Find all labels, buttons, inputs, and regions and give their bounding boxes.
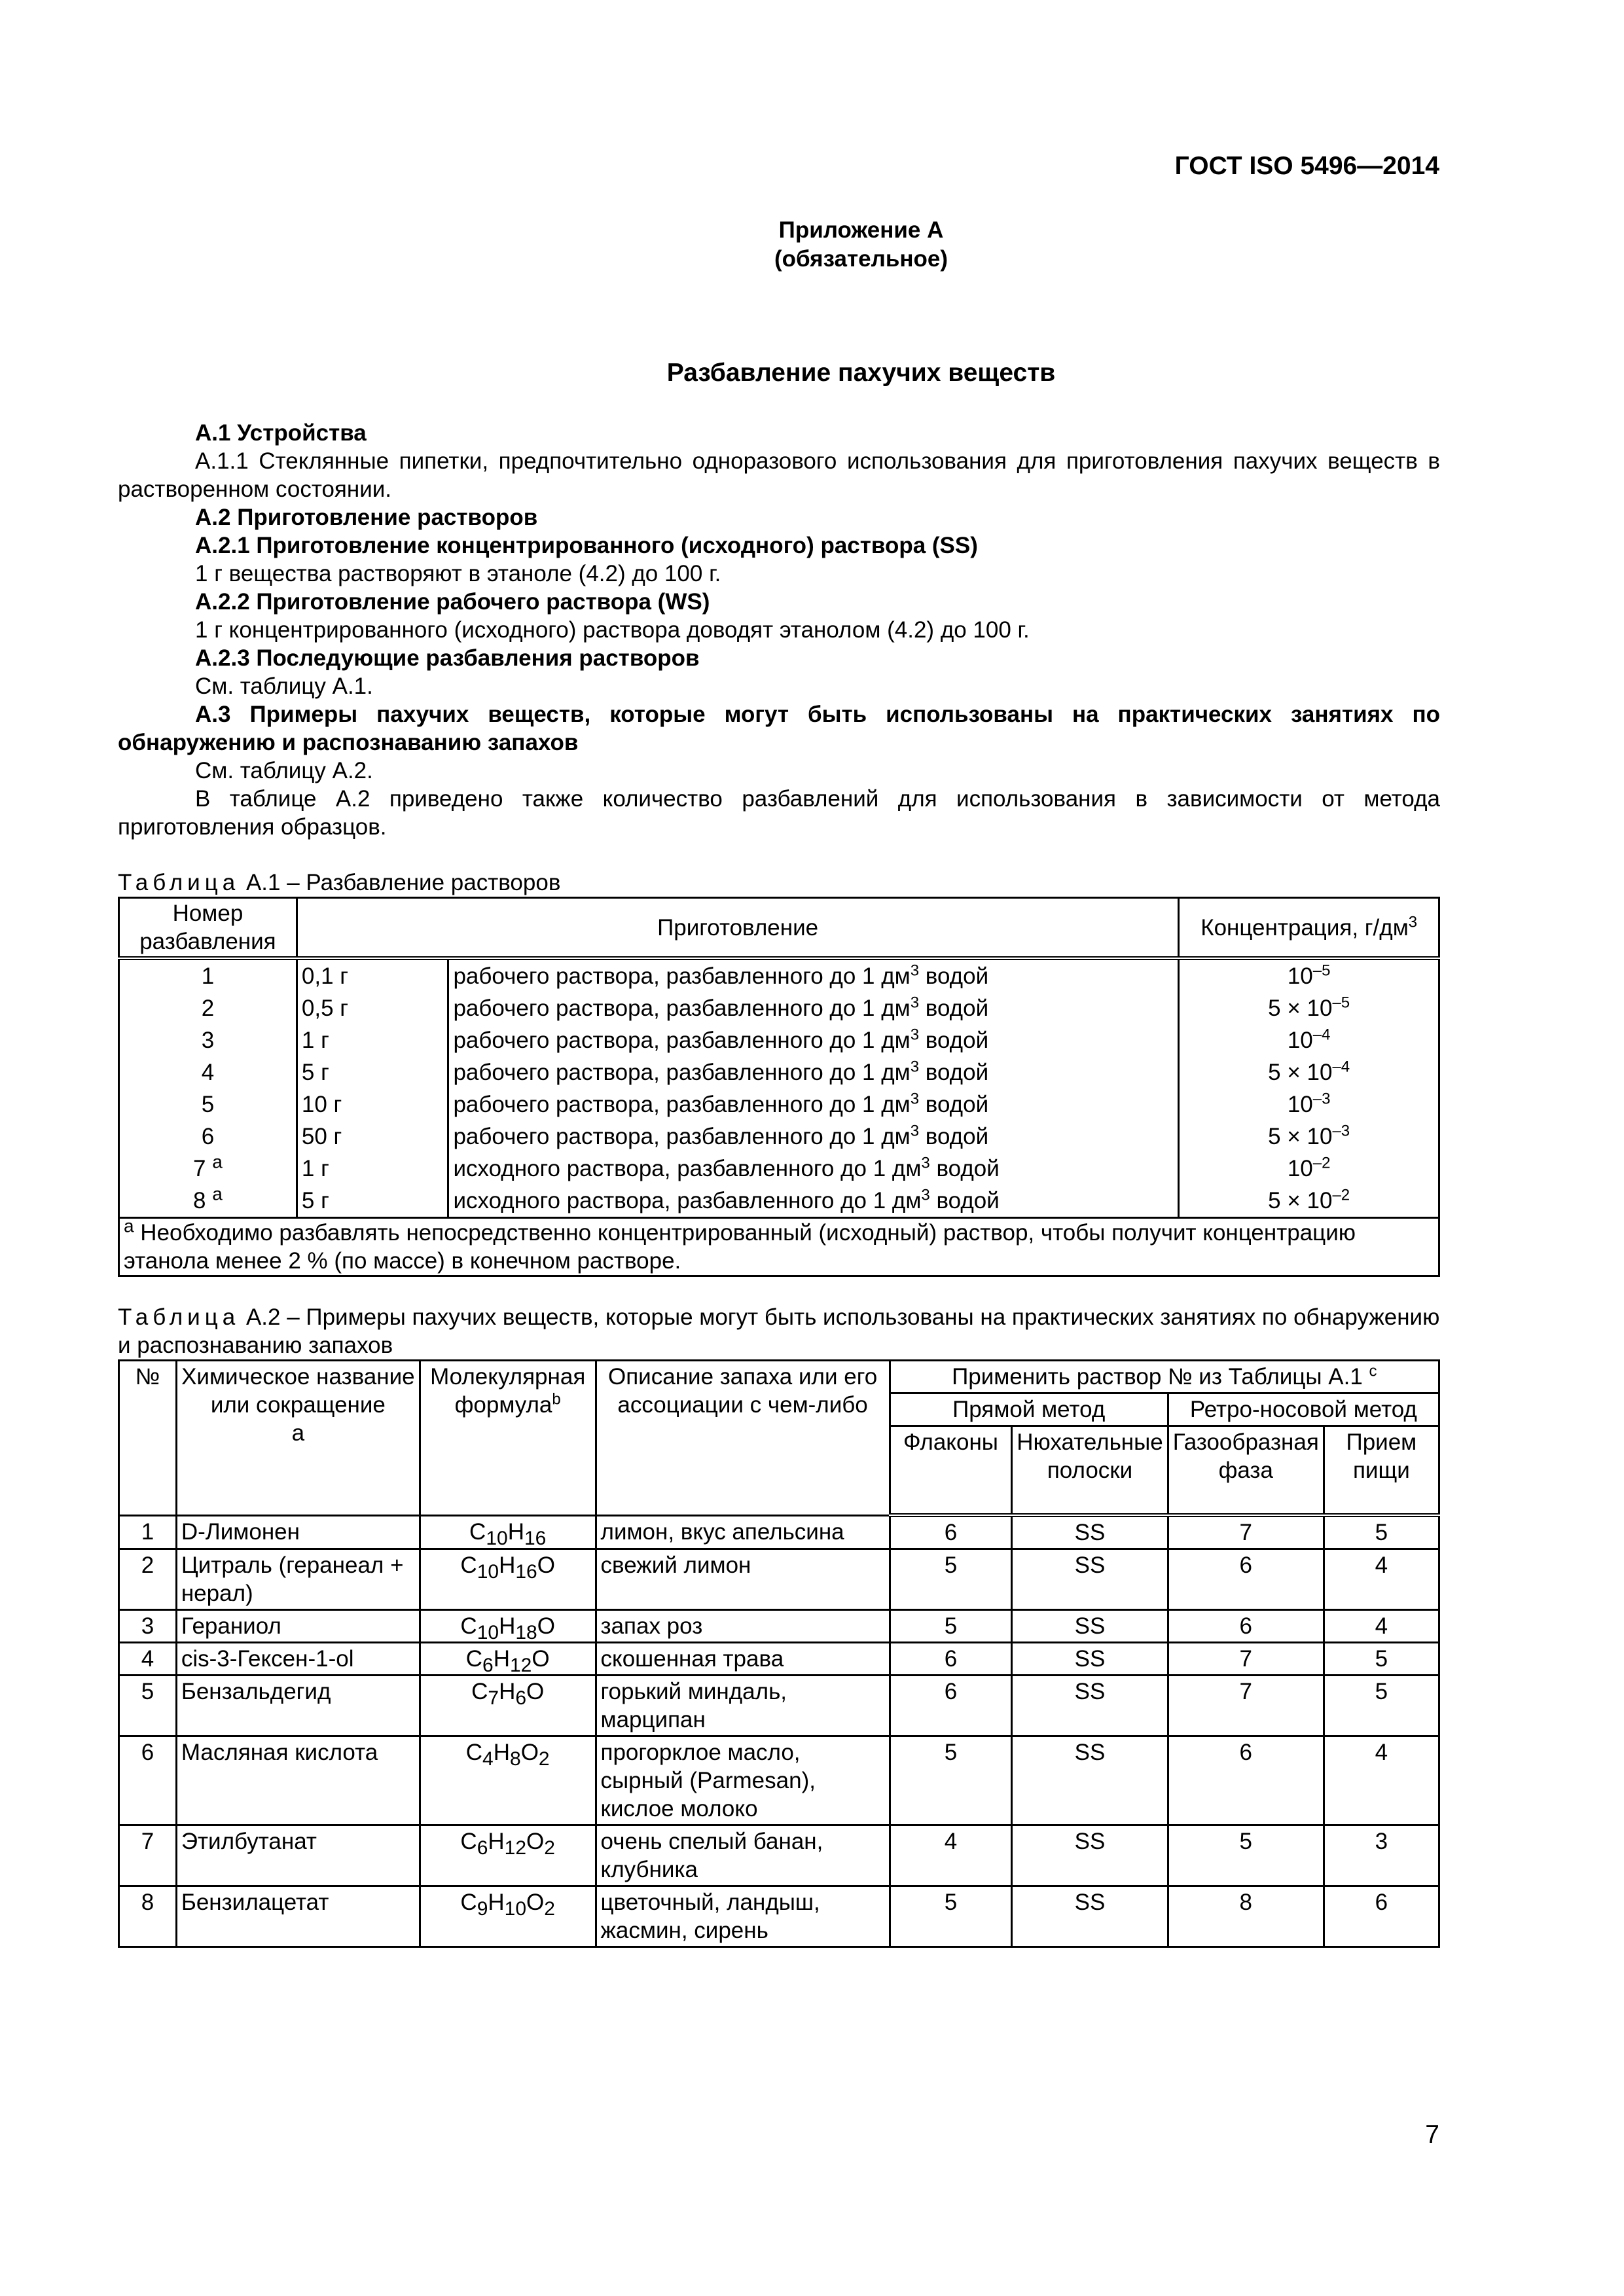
formula-subscript: 9	[477, 1898, 488, 1920]
concentration-exponent: –4	[1312, 1026, 1331, 1044]
table2-header-flasks: Флаконы	[890, 1426, 1012, 1516]
gas-phase-value: 7	[1168, 1515, 1324, 1549]
formula-element: C	[465, 1740, 483, 1765]
substance-number: 8	[119, 1886, 177, 1947]
formula-subscript: 8	[510, 1748, 521, 1770]
dilution-number	[119, 1024, 297, 1056]
substance-name: cis-3-Гексен-1-ol	[176, 1643, 420, 1676]
strips-value: SS	[1012, 1886, 1168, 1947]
substance-name: Бензальдегид	[176, 1676, 420, 1736]
table2-header-apply-mark: с	[1369, 1362, 1377, 1380]
formula-element: C	[465, 1646, 483, 1672]
substance-name: D-Лимонен	[176, 1515, 420, 1549]
odor-description: горький миндаль, марципан	[596, 1676, 890, 1736]
formula-subscript: 10	[504, 1898, 527, 1920]
formula-subscript: 16	[515, 1561, 537, 1583]
section-a23-heading: А.2.3 Последующие разбавления растворов	[195, 645, 700, 671]
table2-header-formula-mark: b	[552, 1390, 561, 1408]
table-row	[119, 1024, 1439, 1056]
concentration-base: 10	[1307, 1188, 1333, 1213]
dilution-number-value: 2	[201, 996, 215, 1021]
dilution-mass: 0,1 г	[297, 958, 448, 992]
gas-phase-value: 8	[1168, 1886, 1324, 1947]
formula-element: H	[493, 1646, 510, 1672]
formula-subscript: 6	[482, 1655, 494, 1676]
dilution-description-text: исходного раствора, разбавленного до 1 дм	[453, 1188, 922, 1213]
table1-header-preparation: Приготовление	[297, 898, 1178, 959]
formula-element: C	[460, 1552, 477, 1578]
flasks-value: 6	[890, 1676, 1012, 1736]
table1-footnote	[119, 1215, 1439, 1276]
dilution-number	[119, 1088, 297, 1121]
substance-formula	[420, 1676, 596, 1736]
strips-value: SS	[1012, 1825, 1168, 1886]
dilution-description-text: рабочего раствора, разбавленного до 1 дм	[453, 1092, 911, 1117]
table2-header-name	[176, 1361, 420, 1516]
table-row	[119, 1886, 1439, 1947]
dilution-description-text: рабочего раствора, разбавленного до 1 дм	[453, 1060, 911, 1085]
appendix-label: Приложение А	[778, 217, 944, 243]
dilution-description	[448, 1024, 1179, 1056]
dilution-number	[119, 992, 297, 1024]
concentration-exponent: –2	[1312, 1154, 1331, 1172]
dilution-mass: 1 г	[297, 1153, 448, 1185]
substance-number: 5	[119, 1676, 177, 1736]
dilution-description	[448, 958, 1179, 992]
concentration-exponent: –5	[1332, 994, 1350, 1012]
formula-subscript: 10	[477, 1561, 499, 1583]
table1-footnote-mark: а	[124, 1215, 134, 1236]
concentration-coefficient: 5 ×	[1268, 1188, 1307, 1213]
standard-designation: ГОСТ ISO 5496—2014	[1174, 152, 1439, 180]
formula-element: H	[488, 1829, 505, 1854]
table-row	[119, 992, 1439, 1024]
dilution-description-end: водой	[919, 996, 989, 1021]
dilution-description	[448, 1056, 1179, 1088]
section-a3-text2: В таблице А.2 приведено также количество разбавлений для использования в зависимости от метода приготовления образцов.	[118, 786, 1440, 840]
substance-name: Этилбутанат	[176, 1825, 420, 1886]
food-intake-value: 4	[1324, 1610, 1439, 1643]
concentration-exponent: –3	[1312, 1090, 1331, 1108]
page-title: Разбавление пахучих веществ	[666, 359, 1056, 387]
formula-element: H	[499, 1679, 516, 1704]
dilution-unit-exponent: 3	[921, 1154, 930, 1172]
gas-phase-value: 7	[1168, 1676, 1324, 1736]
formula-element: H	[499, 1613, 516, 1639]
section-a22-text: 1 г концентрированного (исходного) раствора доводят этанолом (4.2) до 100 г.	[195, 617, 1030, 643]
dilution-unit-exponent: 3	[910, 1122, 920, 1140]
concentration-coefficient: 5 ×	[1268, 1060, 1307, 1085]
dilution-number-value: 3	[201, 1028, 215, 1053]
dilution-number	[119, 958, 297, 992]
substance-name: Масляная кислота	[176, 1736, 420, 1825]
substance-number: 6	[119, 1736, 177, 1825]
table2-body	[119, 1515, 1439, 1947]
concentration-exponent: –5	[1312, 961, 1331, 980]
formula-subscript: 7	[488, 1687, 499, 1709]
formula-element: H	[493, 1740, 510, 1765]
formula-element: O	[532, 1646, 550, 1672]
document-body	[118, 419, 1440, 1948]
dilution-unit-exponent: 3	[921, 1186, 930, 1204]
odor-description: запах роз	[596, 1610, 890, 1643]
food-intake-value: 3	[1324, 1825, 1439, 1886]
formula-subscript: 6	[477, 1837, 488, 1859]
dilution-number-value: 1	[201, 963, 215, 989]
table2-header-formula-text: Молекулярная формула	[430, 1364, 586, 1418]
formula-element: H	[488, 1890, 505, 1915]
formula-element: C	[460, 1829, 477, 1854]
formula-element: O	[526, 1679, 545, 1704]
dilution-description-end: водой	[919, 963, 989, 989]
formula-subscript: 10	[486, 1527, 508, 1549]
formula-subscript: 16	[524, 1527, 547, 1549]
concentration-exponent: –2	[1332, 1186, 1350, 1204]
dilution-mass: 1 г	[297, 1024, 448, 1056]
substance-formula	[420, 1610, 596, 1643]
table2-header-apply-text: Применить раствор № из Таблицы А.1	[952, 1364, 1363, 1390]
dilution-number-value: 7	[193, 1156, 206, 1181]
formula-element: H	[499, 1552, 516, 1578]
odor-description: свежий лимон	[596, 1549, 890, 1610]
table2-header-apply	[890, 1361, 1439, 1393]
table-row	[119, 958, 1439, 992]
dilution-number-mark: а	[212, 1151, 223, 1172]
odor-description: цветочный, ландыш, жасмин, сирень	[596, 1886, 890, 1947]
dilution-description-end: водой	[919, 1124, 989, 1149]
table-row	[119, 1185, 1439, 1218]
dilution-unit-exponent: 3	[910, 994, 920, 1012]
dilution-description-end: водой	[929, 1188, 1000, 1213]
dilution-concentration	[1179, 1153, 1439, 1185]
substance-number: 3	[119, 1610, 177, 1643]
substance-number: 1	[119, 1515, 177, 1549]
dilution-concentration	[1179, 992, 1439, 1024]
food-intake-value: 4	[1324, 1736, 1439, 1825]
food-intake-value: 4	[1324, 1549, 1439, 1610]
section-a21-heading: А.2.1 Приготовление концентрированного (исходного) раствора (SS)	[195, 533, 978, 558]
substance-number: 2	[119, 1549, 177, 1610]
dilution-unit-exponent: 3	[910, 1026, 920, 1044]
strips-value: SS	[1012, 1676, 1168, 1736]
dilution-unit-exponent: 3	[910, 961, 920, 980]
dilution-mass: 10 г	[297, 1088, 448, 1121]
dilution-concentration	[1179, 958, 1439, 992]
table-row	[119, 1610, 1439, 1643]
table2-header-food: Прием пищи	[1324, 1426, 1439, 1516]
concentration-exponent: –4	[1332, 1058, 1350, 1076]
section-a23-text: См. таблицу А.1.	[195, 673, 373, 699]
formula-subscript: 12	[510, 1655, 532, 1676]
table-row	[119, 1643, 1439, 1676]
dilution-number-value: 5	[201, 1092, 215, 1117]
dilution-number-mark: а	[212, 1183, 223, 1204]
dilution-mass: 50 г	[297, 1121, 448, 1153]
table2-header-number: №	[119, 1361, 177, 1516]
dilution-concentration	[1179, 1088, 1439, 1121]
odor-description: прогорклое масло, сырный (Parmesan), кислое молоко	[596, 1736, 890, 1825]
table1-header-number: Номер разбавления	[119, 898, 297, 959]
concentration-base: 10	[1287, 963, 1313, 989]
formula-element: C	[471, 1679, 488, 1704]
table1-caption-text: А.1 – Разбавление растворов	[240, 870, 561, 895]
table1-header-concentration	[1179, 898, 1439, 959]
section-a11-text: А.1.1 Стеклянные пипетки, предпочтительно одноразового использования для приготовления пахучих веществ в растворенном состоянии.	[118, 448, 1440, 502]
table1-caption	[118, 869, 1440, 897]
formula-subscript: 18	[515, 1622, 537, 1643]
dilution-description	[448, 992, 1179, 1024]
substance-formula	[420, 1643, 596, 1676]
dilution-number	[119, 1121, 297, 1153]
dilution-number-value: 8	[193, 1188, 206, 1213]
food-intake-value: 6	[1324, 1886, 1439, 1947]
substance-formula	[420, 1886, 596, 1947]
formula-element: O	[526, 1890, 545, 1915]
table-row	[119, 1736, 1439, 1825]
dilution-description-text: исходного раствора, разбавленного до 1 дм	[453, 1156, 922, 1181]
table2-header-description: Описание запаха или его ассоциации с чем-либо	[596, 1361, 890, 1516]
gas-phase-value: 6	[1168, 1736, 1324, 1825]
flasks-value: 6	[890, 1643, 1012, 1676]
gas-phase-value: 7	[1168, 1643, 1324, 1676]
table2-header-name-mark: a	[291, 1420, 305, 1446]
formula-subscript: 2	[544, 1837, 555, 1859]
formula-element: O	[537, 1552, 555, 1578]
dilution-description-end: водой	[919, 1028, 989, 1053]
substance-formula	[420, 1736, 596, 1825]
appendix-heading	[0, 216, 1624, 274]
table2-header-name-text: Химическое название или сокращение	[181, 1364, 415, 1418]
dilution-concentration	[1179, 1121, 1439, 1153]
substance-name: Гераниол	[176, 1610, 420, 1643]
substance-formula	[420, 1549, 596, 1610]
table-row	[119, 1088, 1439, 1121]
strips-value: SS	[1012, 1515, 1168, 1549]
substance-name: Бензилацетат	[176, 1886, 420, 1947]
concentration-exponent: –3	[1332, 1122, 1350, 1140]
formula-element: H	[507, 1518, 524, 1545]
dilution-description	[448, 1121, 1179, 1153]
dilution-mass: 5 г	[297, 1185, 448, 1218]
strips-value: SS	[1012, 1610, 1168, 1643]
food-intake-value: 5	[1324, 1515, 1439, 1549]
dilution-unit-exponent: 3	[910, 1090, 920, 1108]
dilution-number-value: 6	[201, 1124, 215, 1149]
dilution-description-end: водой	[919, 1092, 989, 1117]
formula-element: O	[526, 1829, 545, 1854]
section-a21-text: 1 г вещества растворяют в этаноле (4.2) до 100 г.	[195, 561, 721, 586]
table-row	[119, 1056, 1439, 1088]
strips-value: SS	[1012, 1736, 1168, 1825]
dilution-table	[118, 897, 1440, 1277]
flasks-value: 5	[890, 1886, 1012, 1947]
table2-header-gas: Газообразная фаза	[1168, 1426, 1324, 1516]
substance-number: 4	[119, 1643, 177, 1676]
flasks-value: 4	[890, 1825, 1012, 1886]
substance-number: 7	[119, 1825, 177, 1886]
table1-header-unit-exponent: 3	[1408, 912, 1418, 931]
odorants-table	[118, 1359, 1440, 1948]
table1-header-concentration-text: Концентрация, г/дм	[1200, 914, 1409, 941]
strips-value: SS	[1012, 1643, 1168, 1676]
dilution-unit-exponent: 3	[910, 1058, 920, 1076]
food-intake-value: 5	[1324, 1676, 1439, 1736]
table-row	[119, 1549, 1439, 1610]
table-row	[119, 1515, 1439, 1549]
table-row	[119, 1121, 1439, 1153]
flasks-value: 6	[890, 1515, 1012, 1549]
dilution-mass: 5 г	[297, 1056, 448, 1088]
substance-formula	[420, 1825, 596, 1886]
page-number: 7	[1425, 2121, 1439, 2149]
dilution-number-value: 4	[201, 1060, 215, 1085]
section-a3-text: См. таблицу А.2.	[195, 758, 373, 783]
odor-description: лимон, вкус апельсина	[596, 1515, 890, 1549]
gas-phase-value: 6	[1168, 1549, 1324, 1610]
section-a22-heading: А.2.2 Приготовление рабочего раствора (WS)	[195, 589, 710, 615]
gas-phase-value: 6	[1168, 1610, 1324, 1643]
dilution-concentration	[1179, 1056, 1439, 1088]
table2-caption-text: А.2 – Примеры пахучих веществ, которые могут быть использованы на практических занятиях по обнаружению и распознаванию запахов	[118, 1304, 1440, 1358]
dilution-number	[119, 1056, 297, 1088]
formula-subscript: 2	[538, 1748, 550, 1770]
gas-phase-value: 5	[1168, 1825, 1324, 1886]
table2-caption-word: Таблица	[118, 1304, 240, 1330]
dilution-description-text: рабочего раствора, разбавленного до 1 дм	[453, 1028, 911, 1053]
dilution-description	[448, 1088, 1179, 1121]
flasks-value: 5	[890, 1549, 1012, 1610]
substance-name: Цитраль (геранеал + нерал)	[176, 1549, 420, 1610]
dilution-concentration	[1179, 1024, 1439, 1056]
strips-value: SS	[1012, 1549, 1168, 1610]
table-row	[119, 1153, 1439, 1185]
concentration-base: 10	[1287, 1092, 1313, 1117]
food-intake-value: 5	[1324, 1643, 1439, 1676]
section-a1-heading: А.1 Устройства	[195, 420, 367, 446]
formula-element: O	[537, 1613, 555, 1639]
dilution-description-end: водой	[919, 1060, 989, 1085]
dilution-description-text: рабочего раствора, разбавленного до 1 дм	[453, 963, 911, 989]
formula-element: C	[460, 1613, 477, 1639]
concentration-base: 10	[1287, 1156, 1313, 1181]
table-row	[119, 1825, 1439, 1886]
formula-subscript: 2	[544, 1898, 555, 1920]
concentration-base: 10	[1307, 996, 1333, 1021]
dilution-description	[448, 1185, 1179, 1218]
dilution-description-text: рабочего раствора, разбавленного до 1 дм	[453, 996, 911, 1021]
table2-header-strips: Нюхательные полоски	[1012, 1426, 1168, 1516]
dilution-description-end: водой	[929, 1156, 1000, 1181]
odor-description: скошенная трава	[596, 1643, 890, 1676]
concentration-base: 10	[1307, 1060, 1333, 1085]
concentration-base: 10	[1307, 1124, 1333, 1149]
table-row	[119, 1676, 1439, 1736]
concentration-coefficient: 5 ×	[1268, 996, 1307, 1021]
formula-element: C	[460, 1890, 477, 1915]
substance-formula	[420, 1515, 596, 1549]
concentration-base: 10	[1287, 1028, 1313, 1053]
appendix-status: (обязательное)	[774, 246, 948, 272]
odor-description: очень спелый банан, клубника	[596, 1825, 890, 1886]
table1-caption-word: Таблица	[118, 870, 240, 895]
concentration-coefficient: 5 ×	[1268, 1124, 1307, 1149]
section-a3-heading: А.3 Примеры пахучих веществ, которые могут быть использованы на практических занятиях по обнаружению и распознаванию запахов	[118, 702, 1440, 755]
flasks-value: 5	[890, 1610, 1012, 1643]
table2-header-formula	[420, 1361, 596, 1516]
formula-subscript: 12	[504, 1837, 527, 1859]
table2-header-direct: Прямой метод	[890, 1393, 1168, 1426]
table1-footnote-text: Необходимо разбавлять непосредственно концентрированный (исходный) раствор, чтобы получит концентрацию этанола менее 2 % (по массе) в конечном растворе.	[124, 1220, 1356, 1274]
dilution-mass: 0,5 г	[297, 992, 448, 1024]
dilution-number	[119, 1185, 297, 1218]
formula-subscript: 10	[477, 1622, 499, 1643]
dilution-number	[119, 1153, 297, 1185]
table2-header-retro: Ретро-носовой метод	[1168, 1393, 1439, 1426]
table2-caption	[118, 1303, 1440, 1359]
flasks-value: 5	[890, 1736, 1012, 1825]
section-a2-heading: А.2 Приготовление растворов	[195, 505, 538, 530]
formula-element: O	[520, 1740, 539, 1765]
dilution-concentration	[1179, 1185, 1439, 1218]
formula-subscript: 6	[515, 1687, 527, 1709]
table1-body	[119, 958, 1439, 1218]
formula-subscript: 4	[482, 1748, 494, 1770]
dilution-description-text: рабочего раствора, разбавленного до 1 дм	[453, 1124, 911, 1149]
formula-element: C	[469, 1518, 486, 1545]
dilution-description	[448, 1153, 1179, 1185]
